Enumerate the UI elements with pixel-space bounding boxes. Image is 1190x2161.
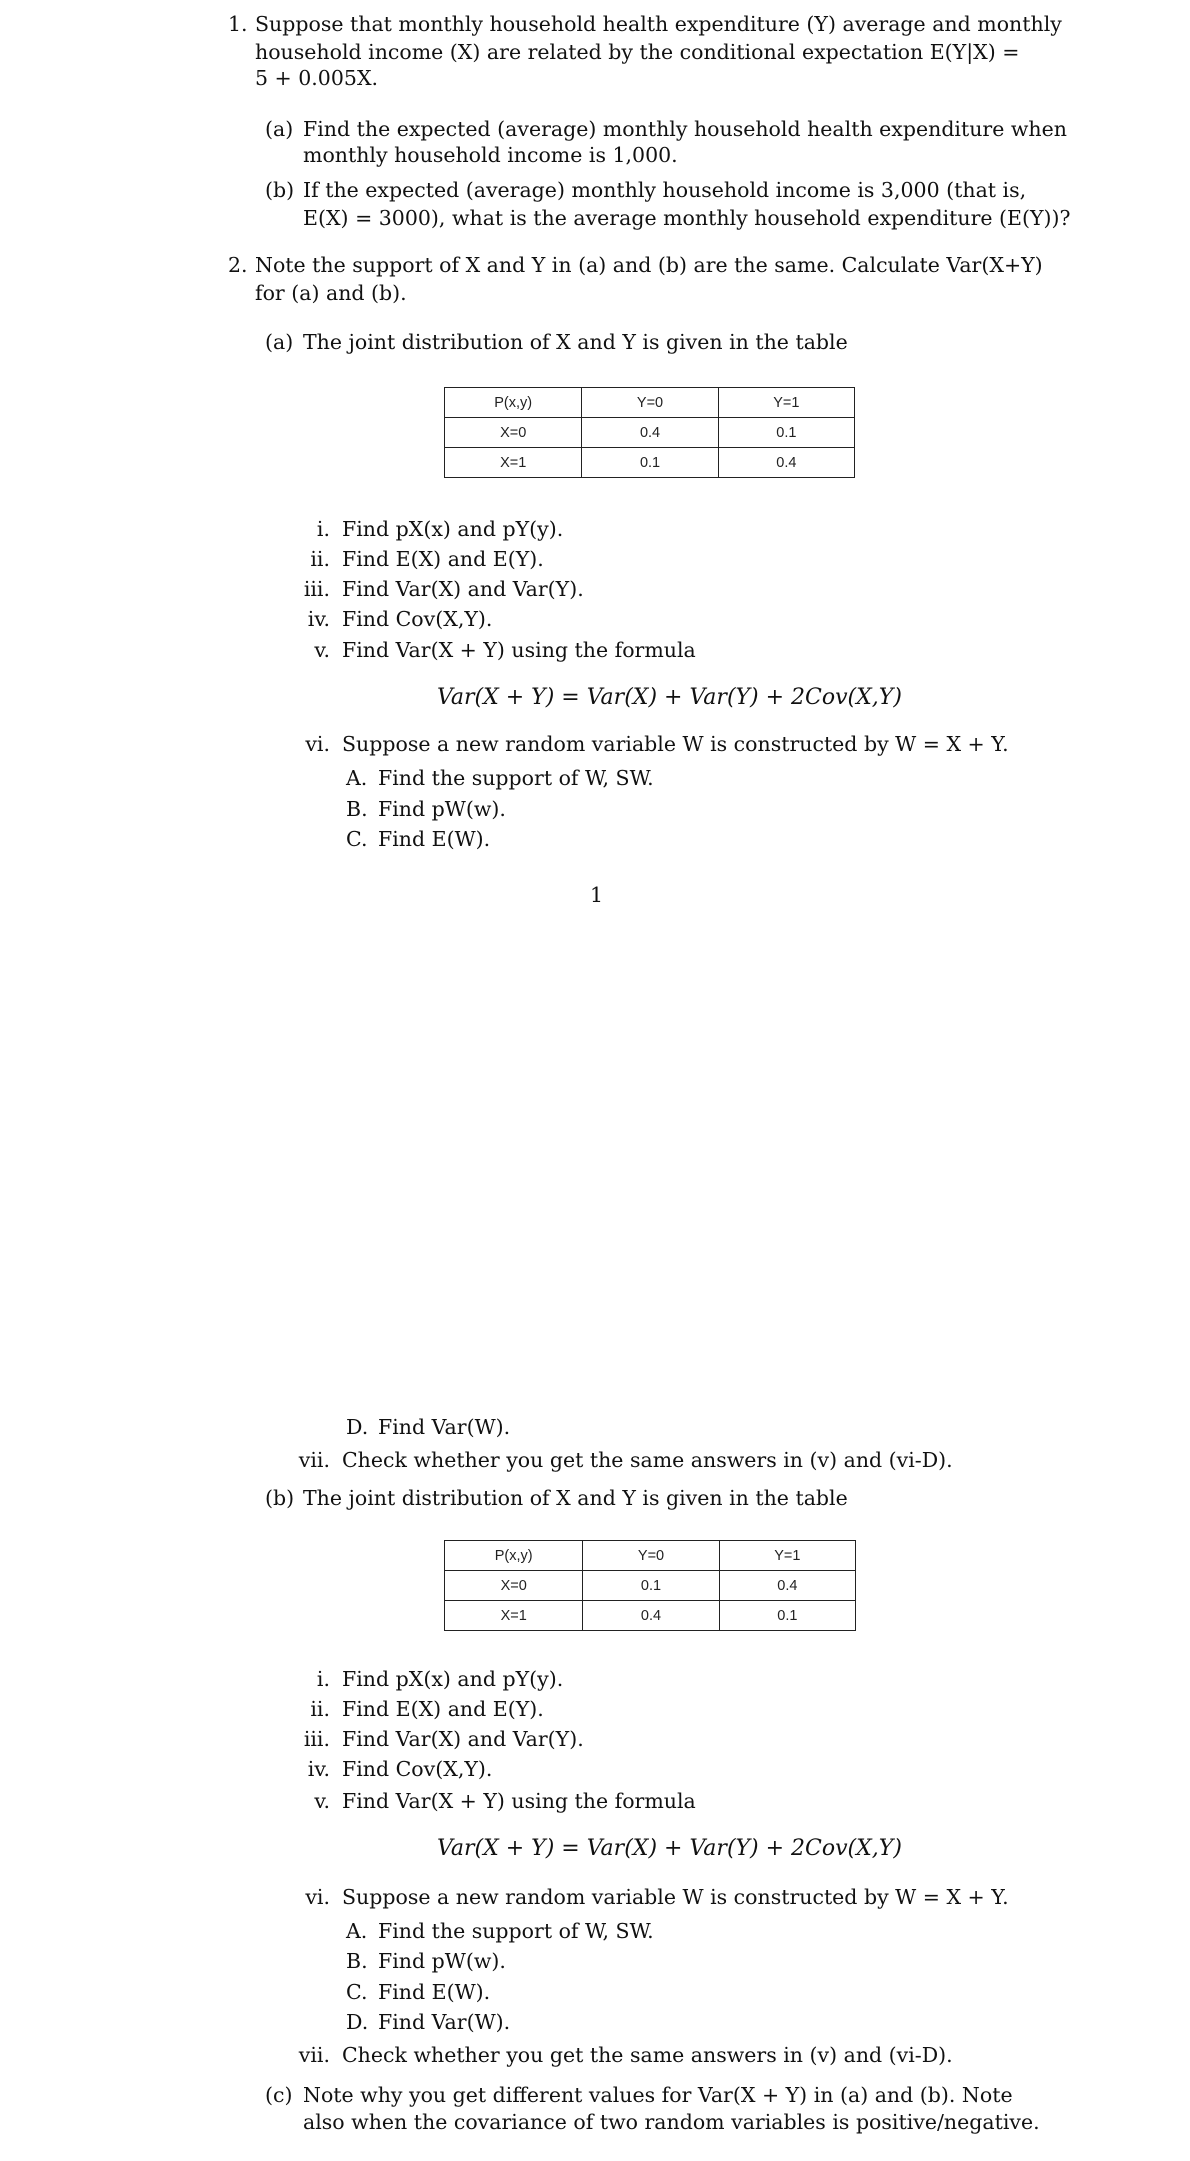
table-cell: Y=0 [583,1541,719,1571]
table-cell: 0.4 [583,1601,719,1631]
q1a-line2: monthly household income is 1,000. [303,143,678,167]
table-cell: Y=0 [582,388,718,418]
q2c-line1: Note why you get different values for Var(X + Y) in (a) and (b). Note [303,2083,1013,2107]
page-number: 1 [590,883,604,907]
table-cell: P(x,y) [445,1541,583,1571]
q1a-line1: Find the expected (average) monthly household health expenditure when [303,117,1067,141]
table-cell: 0.1 [582,448,718,478]
table-cell: 0.4 [718,448,854,478]
table-cell: 0.1 [583,1571,719,1601]
table-cell: X=0 [445,418,582,448]
table-header-row [445,1541,856,1571]
q2a-sub-number: B. [346,797,368,821]
q2a-sub: Find E(W). [378,827,491,851]
q2-line2: for (a) and (b). [255,281,407,305]
joint-distribution-table-b [444,1540,856,1631]
table-header-row [445,388,855,418]
table-row [445,1601,856,1631]
q2a-item-number: ii. [310,547,330,571]
q2a-item-number: iv. [307,607,330,631]
q2b-vi-text: Suppose a new random variable W is constructed by W = X + Y. [342,1885,1009,1909]
q2a-vii-number: vii. [298,1448,330,1472]
q2b-vii-text: Check whether you get the same answers in (v) and (vi-D). [342,2043,953,2067]
table-cell: X=0 [445,1571,583,1601]
q2b-item: Find Var(X) and Var(Y). [342,1727,584,1751]
q2b-item-number: i. [316,1667,330,1691]
q2b-label: (b) [265,1486,295,1510]
table-cell: 0.1 [718,418,854,448]
table-cell: Y=1 [719,1541,855,1571]
q2a-sub-number: D. [346,1415,369,1439]
q2a-intro: The joint distribution of X and Y is given in the table [303,330,848,354]
q1b-line2: E(X) = 3000), what is the average monthly household expenditure (E(Y))? [303,206,1071,230]
q2b-sub: Find E(W). [378,1980,491,2004]
q2a-label: (a) [265,330,294,354]
q1b-line1: If the expected (average) monthly household income is 3,000 (that is, [303,178,1027,202]
q1-line3: 5 + 0.005X. [255,66,379,90]
q2a-sub-number: A. [346,766,368,790]
q2b-item: Find pX(x) and pY(y). [342,1667,564,1691]
q1a-label: (a) [265,117,294,141]
q2a-sub: Find Var(W). [378,1415,511,1439]
q2b-item: Find Var(X + Y) using the formula [342,1789,696,1813]
q2a-item-number: iii. [303,577,330,601]
table-cell: 0.4 [719,1571,855,1601]
table-cell: Y=1 [718,388,854,418]
q2b-item-number: v. [314,1789,330,1813]
q2b-intro: The joint distribution of X and Y is given in the table [303,1486,848,1510]
table-row [445,448,855,478]
table-cell: 0.1 [719,1601,855,1631]
table-cell: P(x,y) [445,388,582,418]
table-cell: 0.4 [582,418,718,448]
q2b-sub-number: A. [346,1919,368,1943]
q2a-vi-number: vi. [305,732,330,756]
table-row [445,418,855,448]
table-row [445,1571,856,1601]
q2b-sub: Find pW(w). [378,1949,506,1973]
q2b-sub-number: D. [346,2010,369,2034]
q2b-item: Find E(X) and E(Y). [342,1697,544,1721]
q2a-sub: Find pW(w). [378,797,506,821]
q2b-sub: Find the support of W, SW. [378,1919,654,1943]
q2b-vii-number: vii. [298,2043,330,2067]
q2a-item-number: v. [314,638,330,662]
table-cell: X=1 [445,1601,583,1631]
q2a-item: Find E(X) and E(Y). [342,547,544,571]
table-cell: X=1 [445,448,582,478]
q2a-item-number: i. [316,517,330,541]
q1b-label: (b) [265,178,295,202]
variance-formula-b: Var(X + Y) = Var(X) + Var(Y) + 2Cov(X,Y) [437,1836,902,1861]
q2c-line2: also when the covariance of two random variables is positive/negative. [303,2110,1040,2134]
q1-line1: Suppose that monthly household health expenditure (Y) average and monthly [255,12,1062,36]
q2a-sub-number: C. [346,827,368,851]
q2a-item: Find Var(X + Y) using the formula [342,638,696,662]
joint-distribution-table-a [444,387,855,478]
q2b-sub-number: B. [346,1949,368,1973]
q2b-item-number: ii. [310,1697,330,1721]
q2b-sub: Find Var(W). [378,2010,511,2034]
q2b-item: Find Cov(X,Y). [342,1757,493,1781]
q2a-vii-text: Check whether you get the same answers in (v) and (vi-D). [342,1448,953,1472]
q2b-vi-number: vi. [305,1885,330,1909]
q2a-sub: Find the support of W, SW. [378,766,654,790]
q2b-sub-number: C. [346,1980,368,2004]
q2-line1: Note the support of X and Y in (a) and (b) are the same. Calculate Var(X+Y) [255,253,1043,277]
q2a-item: Find pX(x) and pY(y). [342,517,564,541]
variance-formula-a: Var(X + Y) = Var(X) + Var(Y) + 2Cov(X,Y) [437,685,902,710]
q2a-item: Find Var(X) and Var(Y). [342,577,584,601]
q2a-item: Find Cov(X,Y). [342,607,493,631]
q2c-label: (c) [265,2083,293,2107]
q1-number: 1. [228,12,248,36]
q2a-vi-text: Suppose a new random variable W is constructed by W = X + Y. [342,732,1009,756]
q1-line2: household income (X) are related by the conditional expectation E(Y|X) = [255,40,1020,64]
q2b-item-number: iv. [307,1757,330,1781]
q2-number: 2. [228,253,248,277]
q2b-item-number: iii. [303,1727,330,1751]
